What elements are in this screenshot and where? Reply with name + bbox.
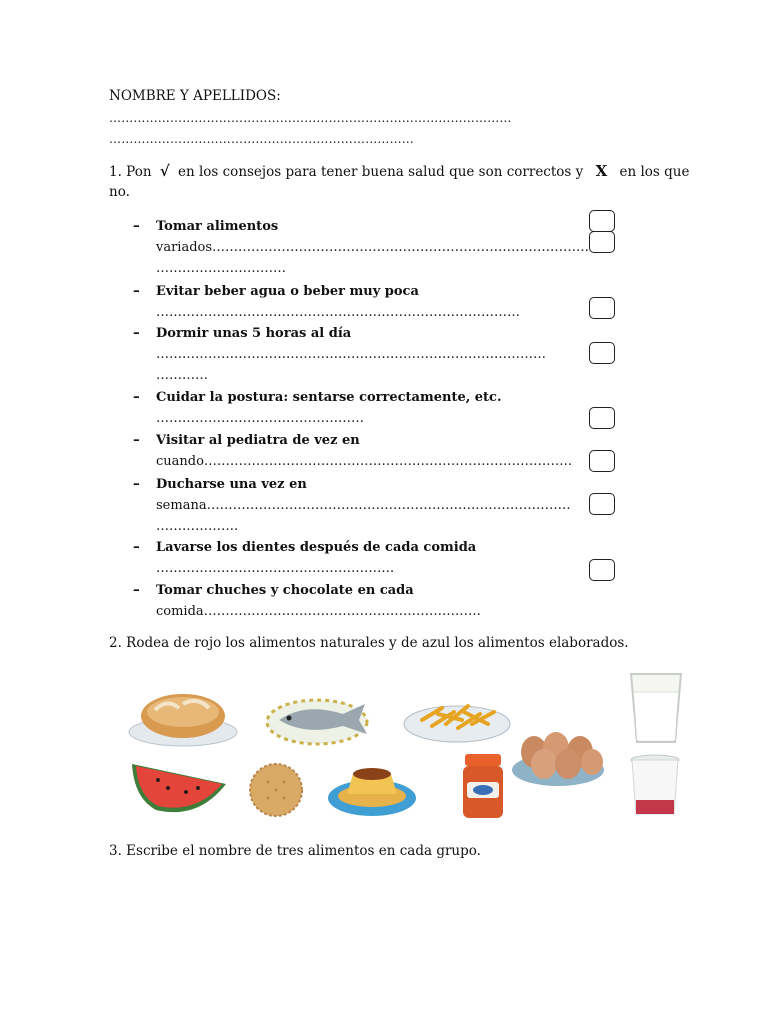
answer-box-7[interactable] <box>589 559 615 581</box>
advice-item-2 <box>156 281 520 323</box>
answer-box-1[interactable] <box>589 210 615 232</box>
answer-box-4[interactable] <box>589 407 615 429</box>
item-dash: – <box>133 582 140 598</box>
q1-text-a: 1. Pon <box>109 164 152 180</box>
question-2-title: 2. Rodea de rojo los alimentos naturales y de azul los alimentos elaborados. <box>109 635 629 651</box>
item-label: Lavarse los dientes después de cada comida <box>156 540 477 555</box>
name-dots-line-2[interactable]: ………………………………………………………………… <box>109 132 414 146</box>
answer-box-6[interactable] <box>589 493 615 515</box>
biscuit-image[interactable] <box>248 762 304 818</box>
eggs-image[interactable] <box>510 722 606 788</box>
question-1-title <box>109 161 689 183</box>
yogurt-image[interactable] <box>628 752 682 820</box>
advice-item-7 <box>156 537 476 579</box>
answer-box-3[interactable] <box>589 342 615 364</box>
answer-box-1b[interactable] <box>589 231 615 253</box>
item-dots: cuando…………………………………………………………………………. <box>156 454 573 469</box>
item-dash: – <box>133 283 140 299</box>
x-symbol: X <box>595 162 608 180</box>
item-dash: – <box>133 325 140 341</box>
advice-item-8 <box>156 580 481 622</box>
bread-roll-image[interactable] <box>127 688 239 750</box>
name-dots-line-1[interactable]: ……………………………………………………………………………………… <box>109 111 512 125</box>
q1-text-b: en los consejos para tener buena salud que son correctos y <box>177 164 584 180</box>
item-dash: – <box>133 432 140 448</box>
item-dots: comida………………………………………………………. <box>156 604 481 619</box>
item-label: Visitar al pediatra de vez en <box>156 433 360 448</box>
item-dots: ……………………………………………………………………………… <box>156 347 546 362</box>
jam-jar-image[interactable] <box>459 752 507 822</box>
item-dash: – <box>133 218 140 234</box>
item-label: Cuidar la postura: sentarse correctamente, etc. <box>156 390 502 405</box>
advice-item-6 <box>156 474 571 537</box>
answer-box-5[interactable] <box>589 450 615 472</box>
item-label: Ducharse una vez en <box>156 477 307 492</box>
item-dots: ………………………………………… <box>156 411 364 426</box>
item-label: Dormir unas 5 horas al día <box>156 326 352 341</box>
item-dots: ………… <box>156 368 208 383</box>
item-dash: – <box>133 476 140 492</box>
pasta-image[interactable] <box>402 690 512 746</box>
item-dots: ………………. <box>156 519 239 534</box>
item-label: Tomar alimentos <box>156 219 279 234</box>
advice-item-4 <box>156 387 502 429</box>
item-label: Evitar beber agua o beber muy poca <box>156 284 419 299</box>
check-symbol: √ <box>159 162 170 180</box>
q1-text-d: no. <box>109 184 130 200</box>
watermelon-image[interactable] <box>128 758 230 818</box>
item-dots: ………………………… <box>156 261 286 276</box>
advice-item-5 <box>156 430 572 472</box>
q1-text-c: en los que <box>619 164 690 180</box>
advice-item-3 <box>156 323 546 386</box>
item-dash: – <box>133 539 140 555</box>
flan-image[interactable] <box>327 758 417 818</box>
item-label: Tomar chuches y chocolate en cada <box>156 583 414 598</box>
milk-glass-image[interactable] <box>627 670 685 746</box>
item-dots: ………………………………………………………………………… <box>156 305 520 320</box>
question-3-title: 3. Escribe el nombre de tres alimentos en cada grupo. <box>109 843 481 859</box>
item-dash: – <box>133 389 140 405</box>
item-dots: ………………………………………………. <box>156 561 395 576</box>
answer-box-2[interactable] <box>589 297 615 319</box>
item-dots: semana………………………………………………………………………… <box>156 498 571 513</box>
item-dots: variados…………………………………………………………………………… <box>156 240 590 255</box>
name-label: NOMBRE Y APELLIDOS: <box>109 88 281 104</box>
advice-item-1 <box>156 216 589 279</box>
fish-image[interactable] <box>265 692 375 748</box>
